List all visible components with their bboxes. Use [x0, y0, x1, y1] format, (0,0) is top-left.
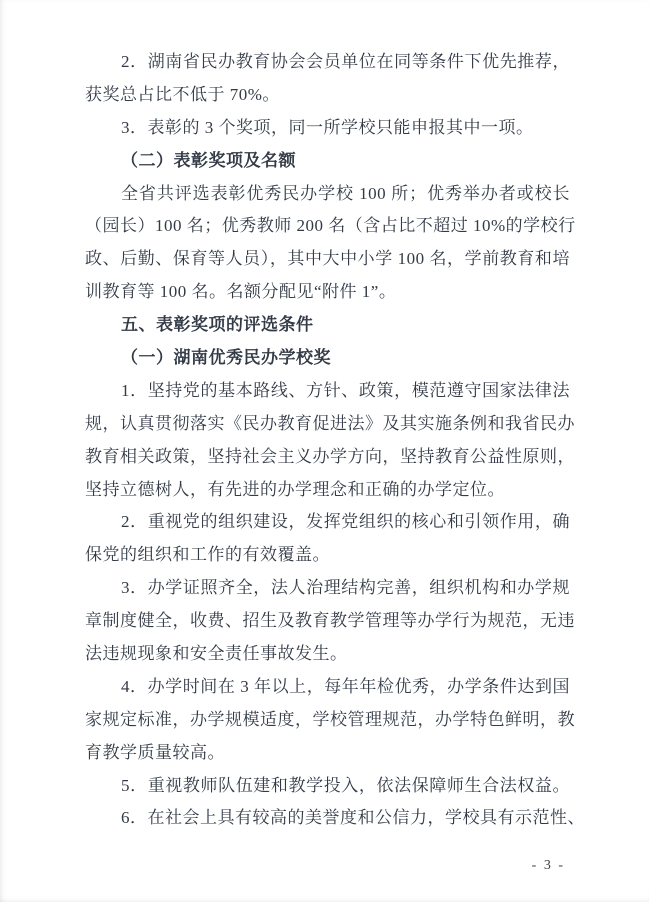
doc-line: 6．在社会上具有较高的美誉度和公信力，学校具有示范性、	[121, 808, 585, 828]
doc-line: 章制度健全，收费、招生及教育教学管理等办学行为规范，无违	[85, 611, 575, 631]
doc-line: 规，认真贯彻落实《民办教育促进法》及其实施条例和我省民办	[85, 413, 575, 433]
heading-hunan-school-award: （一）湖南优秀民办学校奖	[121, 348, 331, 368]
doc-line: 获奖总占比不低于 70%。	[85, 84, 280, 104]
document-text-block	[85, 46, 585, 835]
doc-line: 训教育等 100 名。名额分配见“附件 1”。	[85, 282, 397, 302]
doc-line: 全省共评选表彰优秀民办学校 100 所；优秀举办者或校长	[121, 183, 570, 203]
doc-line: 家规定标准，办学规模适度，学校管理规范，办学特色鲜明，教	[85, 709, 575, 729]
doc-line: （园长）100 名；优秀教师 200 名（含占比不超过 10%的学校行	[85, 216, 576, 236]
doc-line: 教育相关政策，坚持社会主义办学方向，坚持教育公益性原则，	[85, 446, 575, 466]
doc-line: 2．重视党的组织建设，发挥党组织的核心和引领作用，确	[121, 512, 570, 532]
doc-line: 3．办学证照齐全，法人治理结构完善，组织机构和办学规	[121, 578, 570, 598]
page-number: - 3 -	[531, 858, 565, 873]
doc-line: 4．办学时间在 3 年以上，每年年检优秀，办学条件达到国	[121, 676, 570, 696]
doc-line: 法违规现象和安全责任事故发生。	[85, 644, 348, 664]
doc-line: 1．坚持党的基本路线、方针、政策，模范遵守国家法律法	[121, 380, 570, 400]
doc-line: 5．重视教师队伍建和教学投入，依法保障师生合法权益。	[121, 775, 570, 795]
doc-line: 保党的组织和工作的有效覆盖。	[85, 545, 330, 565]
doc-line: 2．湖南省民办教育协会会员单位在同等条件下优先推荐，	[121, 52, 570, 71]
doc-line: 坚持立德树人，有先进的办学理念和正确的办学定位。	[85, 479, 505, 499]
heading-awards-and-quota: （二）表彰奖项及名额	[121, 150, 296, 170]
doc-line: 育教学质量较高。	[85, 742, 225, 762]
doc-line: 3．表彰的 3 个奖项，同一所学校只能申报其中一项。	[121, 117, 534, 137]
doc-line: 政、后勤、保育等人员），其中大中小学 100 名，学前教育和培	[85, 249, 570, 269]
heading-selection-criteria: 五、表彰奖项的评选条件	[121, 315, 314, 335]
